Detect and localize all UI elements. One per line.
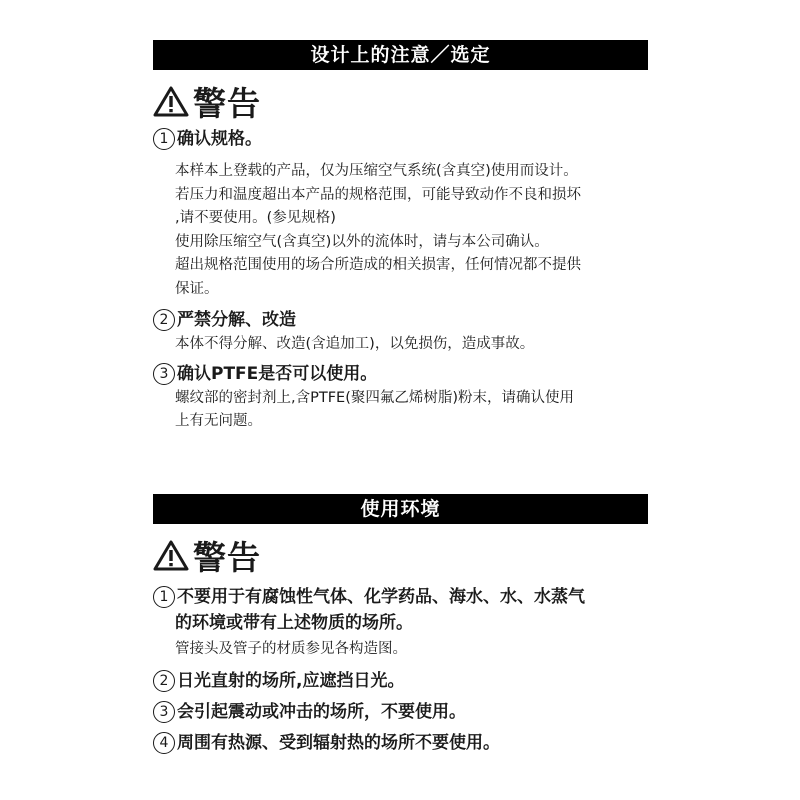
section-environment [153, 494, 648, 756]
item-title: 确认PTFE是否可以使用。 [177, 363, 378, 384]
section-header: 使用环境 [153, 494, 648, 524]
list-item [153, 307, 648, 357]
item-text: 若压力和温度超出本产品的规格范围，可能导致动作不良和损坏 [175, 186, 581, 203]
item-text: 本体不得分解、改造(含追加工)，以免损伤，造成事故。 [175, 336, 535, 352]
item-title: 会引起震动或冲击的场所，不要使用。 [177, 701, 466, 722]
item-number: 2 [153, 309, 175, 331]
item-number: 1 [153, 586, 175, 608]
warning-heading [153, 78, 648, 124]
item-text: 使用除压缩空气(含真空)以外的流体时，请与本公司确认。 [175, 233, 549, 250]
item-text: 本样本上登载的产品，仅为压缩空气系统(含真空)使用而设计。 [175, 163, 578, 179]
list-item [153, 730, 648, 756]
item-text: 超出规格范围使用的场合所造成的相关损害，任何情况都不提供 [175, 257, 581, 273]
warning-heading [153, 532, 648, 578]
item-text: ,请不要使用。(参见规格) [175, 210, 336, 226]
list-item [153, 361, 648, 434]
item-number: 3 [153, 701, 175, 723]
item-text: 管接头及管子的材质参见各构造图。 [175, 641, 407, 657]
item-number: 4 [153, 732, 175, 754]
item-title-continued: 的环境或带有上述物质的场所。 [175, 613, 413, 633]
warning-label: 警告 [193, 83, 261, 123]
list-item [153, 584, 648, 662]
item-number: 1 [153, 128, 175, 150]
section-design-notes [153, 40, 648, 434]
item-number: 3 [153, 363, 175, 385]
list-item [153, 668, 648, 694]
item-title: 严禁分解、改造 [177, 310, 296, 330]
item-text: 保证。 [175, 280, 219, 297]
item-number: 2 [153, 670, 175, 692]
item-text: 螺纹部的密封剂上,含PTFE(聚四氟乙烯树脂)粉末，请确认使用 [175, 389, 575, 406]
item-title: 周围有热源、受到辐射热的场所不要使用。 [177, 732, 500, 753]
item-title: 不要用于有腐蚀性气体、化学药品、海水、水、水蒸气 [177, 587, 585, 607]
item-title: 日光直射的场所,应遮挡日光。 [177, 670, 405, 691]
item-text: 上有无问题。 [175, 413, 262, 429]
section-header: 设计上的注意／选定 [153, 40, 648, 70]
item-title: 确认规格。 [177, 129, 262, 149]
list-item [153, 699, 648, 725]
list-item [153, 126, 648, 301]
warning-label: 警告 [193, 537, 261, 577]
warning-icon [153, 539, 189, 571]
warning-icon [153, 85, 189, 117]
